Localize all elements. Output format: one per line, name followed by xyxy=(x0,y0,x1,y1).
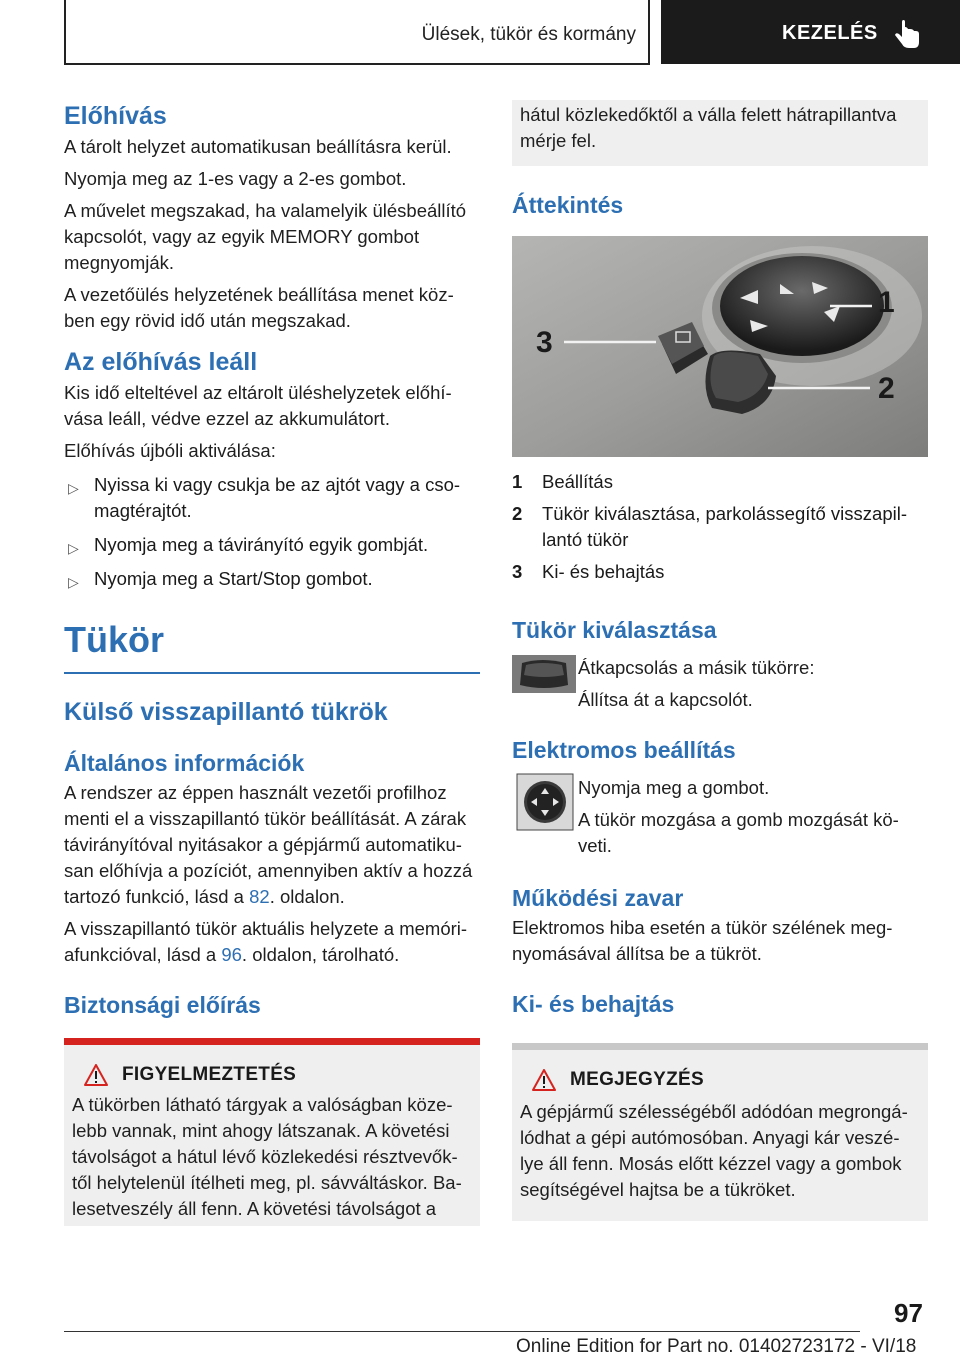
chapter-tab[interactable] xyxy=(661,0,960,64)
list-item xyxy=(64,566,480,592)
warning-bar xyxy=(64,1038,480,1045)
mirror-control-photo xyxy=(512,236,928,457)
photo-label-3: 3 xyxy=(536,326,553,359)
paragraph: A vezetőülés helyzetének beállítása menet köz-ben egy rövid idő után megszakad. xyxy=(64,284,454,331)
note-title-text: MEGJEGYZÉS xyxy=(570,1069,704,1090)
warning-box xyxy=(64,1038,480,1226)
paragraph: A művelet megszakad, ha valamelyik ülésbeállító kapcsolót, vagy az egyik MEMORY gombot megnyomják. xyxy=(64,200,467,273)
paragraph: A rendszer az éppen használt vezetői profilhoz menti el a visszapillantó tükör beállítását. A zárak távirányítóval nyitásakor a gépjármű automatiku-san előhívja a pozíciót, amennyiben aktív a hozzá tartozó funkció, lásd a 82. oldalon. xyxy=(64,782,473,907)
note-bar xyxy=(512,1043,928,1050)
chapter-tab-label: KEZELÉS xyxy=(782,22,878,44)
triangle-bullet-icon: ▷ xyxy=(68,480,79,496)
header-divider-bottom xyxy=(64,63,650,65)
warning-continuation xyxy=(512,100,928,166)
paragraph: Nyomja meg a gombot. xyxy=(578,777,770,798)
paragraph: Kis idő elteltével az eltárolt üléshelyzetek előhí-vása leáll, védve ezzel az akkumulátort. xyxy=(64,382,452,429)
paragraph: Elektromos hiba esetén a tükör szélének meg-nyomásával állítsa be a tükröt. xyxy=(512,917,893,964)
footer-rule xyxy=(64,1331,860,1332)
triangle-bullet-icon: ▷ xyxy=(68,540,79,556)
select-row xyxy=(512,653,928,713)
warning-title-text: FIGYELMEZTETÉS xyxy=(122,1064,297,1085)
section-title: Ülések, tükör és kormány xyxy=(421,24,636,45)
heading-overview: Áttekintés xyxy=(512,192,624,218)
header-divider-right xyxy=(648,0,650,64)
warning-triangle-icon xyxy=(532,1069,556,1091)
electric-row xyxy=(512,773,928,859)
page-link-82[interactable]: 82 xyxy=(249,886,270,907)
right-column xyxy=(512,100,928,1221)
page-link-96[interactable]: 96 xyxy=(221,944,242,965)
legend-item: 3 Ki- és behajtás xyxy=(512,561,665,582)
legend-list xyxy=(512,469,928,585)
warning-title xyxy=(84,1062,470,1088)
paragraph: A tárolt helyzet automatikusan beállításra kerül. xyxy=(64,136,452,157)
list-item-text: Nyomja meg a Start/Stop gombot. xyxy=(94,568,373,589)
note-title xyxy=(532,1067,918,1093)
warning-text-continued: hátul közlekedőktől a válla felett hátrapillantva mérje fel. xyxy=(520,104,897,151)
mirror-adjust-knob-icon xyxy=(512,773,578,831)
paragraph: Átkapcsolás a másik tükörre: xyxy=(578,657,815,678)
heading-rule xyxy=(64,672,480,674)
heading-fold: Ki- és behajtás xyxy=(512,991,675,1017)
left-column xyxy=(64,100,480,1226)
paragraph: Előhívás újbóli aktiválása: xyxy=(64,440,276,461)
paragraph: Állítsa át a kapcsolót. xyxy=(578,689,753,710)
mirror-select-switch-icon xyxy=(512,653,578,695)
heading-outer-mirrors: Külső visszapillantó tükrök xyxy=(64,698,388,726)
paragraph: Nyomja meg az 1-es vagy a 2-es gombot. xyxy=(64,168,407,189)
page-number: 97 xyxy=(894,1298,923,1328)
list-item-text: Nyomja meg a távirányító egyik gombját. xyxy=(94,534,429,555)
list-item xyxy=(64,532,480,558)
heading-electric-adjust: Elektromos beállítás xyxy=(512,737,736,763)
photo-label-1: 1 xyxy=(878,286,895,319)
heading-general-info: Általános információk xyxy=(64,750,305,776)
paragraph: A tükör mozgása a gomb mozgását kö-veti. xyxy=(578,809,899,856)
list-item-text: Nyissa ki vagy csukja be az ajtót vagy a cso-magtérajtót. xyxy=(94,474,461,521)
paragraph: A visszapillantó tükör aktuális helyzete a memóri-afunkcióval, lásd a 96. oldalon, tárolható. xyxy=(64,918,468,965)
heading-mirror-select: Tükör kiválasztása xyxy=(512,617,717,643)
list-item xyxy=(64,472,480,524)
footer-edition: Online Edition for Part no. 01402723172 - VI/18 xyxy=(516,1336,917,1357)
warning-triangle-icon xyxy=(84,1064,108,1086)
legend-item: 2 Tükör kiválasztása, parkolássegítő visszapil-lantó tükör xyxy=(512,503,908,550)
hand-pointer-icon xyxy=(893,20,921,50)
heading-recall-stop: Az előhívás leáll xyxy=(64,348,258,376)
warning-text: A tükörben látható tárgyak a valóságban köze-lebb vannak, mint ahogy látszanak. A követési távolságot a hátul lévő közlekedési résztvevők-től helytelenül ítélheti meg, pl. sávváltáskor. Ba-lesetveszély áll fenn. A követési távolságot a xyxy=(72,1094,462,1219)
note-text: A gépjármű szélességéből adódóan megrongá-lódhat a gépi autómosóban. Anyagi kár veszé-lye áll fenn. Mosás előtt kézzel vagy a gombok segítségével hajtsa be a tükröket. xyxy=(520,1101,908,1200)
triangle-bullet-icon: ▷ xyxy=(68,574,79,590)
heading-mirror: Tükör xyxy=(64,619,165,660)
heading-recall: Előhívás xyxy=(64,102,167,130)
heading-malfunction: Működési zavar xyxy=(512,885,684,911)
bullet-list xyxy=(64,472,480,592)
heading-safety: Biztonsági előírás xyxy=(64,992,261,1018)
note-box xyxy=(512,1043,928,1221)
legend-item: 1 Beállítás xyxy=(512,471,613,492)
photo-label-2: 2 xyxy=(878,372,895,405)
